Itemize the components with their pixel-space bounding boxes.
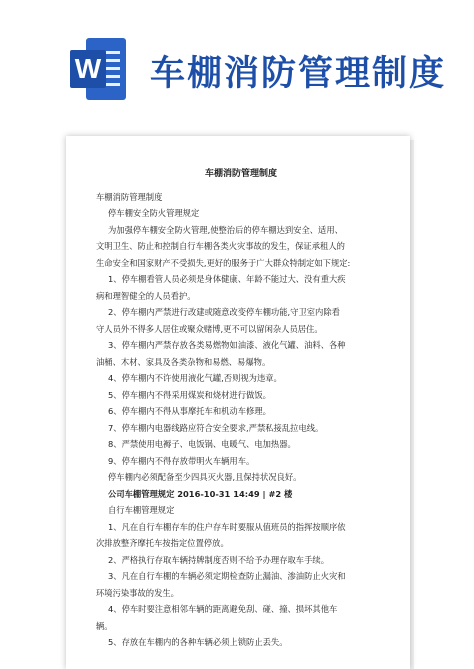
doc-line: 停车棚安全防火管理规定: [108, 208, 200, 218]
doc-line: 文明卫生、防止和控制自行车棚各类火灾事故的发生，保证承租人的: [96, 241, 345, 251]
doc-line: 6、停车棚内不得从事摩托车和机动车修理。: [108, 406, 271, 416]
word-document-icon: [70, 38, 128, 100]
doc-line: 辆。: [96, 620, 113, 631]
doc-line: 4、停车棚内不许使用液化气罐,否则视为违章。: [108, 373, 282, 383]
doc-line: 2、严格执行存取车辆持牌制度否则不给予办理存取车手续。: [108, 554, 329, 565]
document-body: [96, 166, 386, 651]
word-icon-letter: W: [70, 50, 106, 88]
doc-line: 1、停车棚看管人员必须是身体健康、年龄不能过大、没有重大疾: [108, 274, 346, 284]
doc-line: 1、凡在自行车棚存车的住户存车时要服从值班员的指挥按顺序依: [108, 521, 346, 532]
doc-line: 2、停车棚内严禁进行改建或随意改变停车棚功能,守卫室内除看: [108, 307, 340, 317]
doc-line: 7、停车棚内电器线路应符合安全要求,严禁私接乱拉电线。: [108, 422, 324, 433]
doc-line: 自行车棚管理规定: [108, 505, 175, 515]
doc-line: 生命安全和国家财产不受损失,更好的服务于广大群众特制定如下规定:: [96, 257, 351, 268]
header-banner: [0, 0, 474, 130]
doc-line: 4、停车时要注意相邻车辆的距离避免刮、碰、撞、损坏其他车: [108, 604, 338, 614]
doc-line: 5、存放在车棚内的各种车辆必须上锁防止丢失。: [108, 637, 288, 647]
doc-line: 公司车棚管理规定 2016-10-31 14:49 | #2 楼: [108, 488, 293, 499]
doc-line: 守人员外不得多人居住或聚众赌博,更不可以留闲杂人员居住。: [96, 323, 323, 334]
doc-line: 3、停车棚内严禁存放各类易燃物如油漆、液化气罐、油料、各种: [108, 340, 346, 350]
doc-line: 为加强停车棚安全防火管理,使整治后的停车棚达到安全、适用、: [108, 224, 343, 235]
page-title: 车棚消防管理制度: [150, 54, 447, 94]
doc-line: 病和理智健全的人员看护。: [96, 290, 196, 301]
doc-line: 3、凡在自行车棚的车辆必须定期检查防止漏油、渗油防止火灾和: [108, 571, 346, 581]
doc-line: 8、严禁使用电褥子、电饭锅、电暖气、电加热器。: [108, 439, 296, 449]
doc-line: 5、停车棚内不得采用煤炭和烧材进行做饭。: [108, 389, 271, 400]
doc-line: 油桶、木材、家具及各类杂物和易燃、易爆物。: [96, 356, 271, 367]
doc-line: 环境污染事故的发生。: [96, 587, 179, 598]
doc-line: 9、停车棚内不得存放带明火车辆用车。: [108, 455, 255, 466]
doc-line: 车棚消防管理制度: [96, 191, 163, 202]
doc-line: 次排放整齐摩托车按指定位置停放。: [96, 538, 229, 548]
doc-line: 停车棚内必须配备至少四具灭火器,且保持状况良好。: [108, 472, 302, 482]
document-title: 车棚消防管理制度: [204, 169, 277, 179]
document-page: [66, 136, 410, 669]
